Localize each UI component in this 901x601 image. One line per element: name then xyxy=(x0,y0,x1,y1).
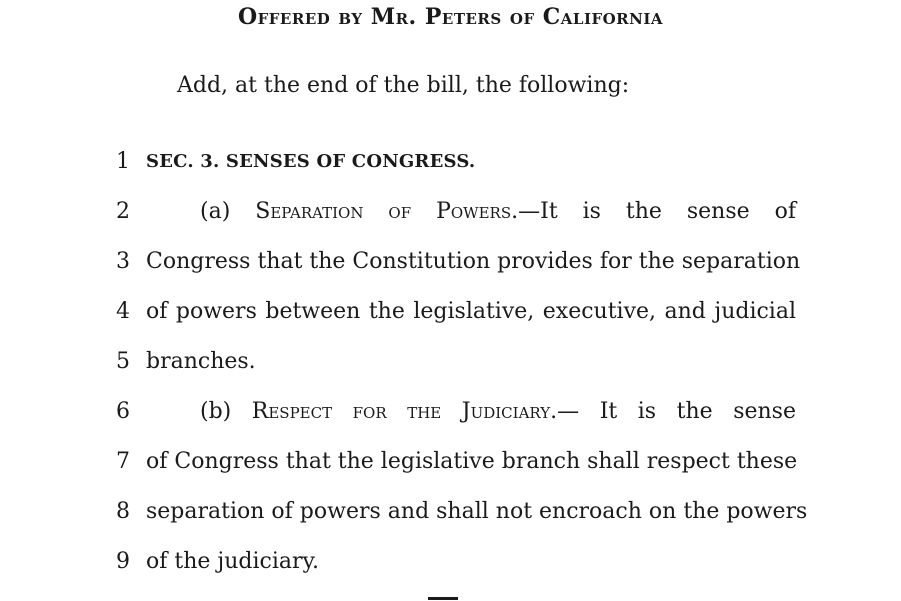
line-number: 9 xyxy=(116,549,130,574)
line-1 xyxy=(0,142,901,192)
line-text: of the judiciary. xyxy=(146,549,320,574)
intro-text: Add, at the end of the bill, the following: xyxy=(177,73,630,98)
end-rule xyxy=(428,597,458,600)
line-number: 8 xyxy=(116,499,130,524)
line-text: branches. xyxy=(146,349,256,374)
line-number: 6 xyxy=(116,399,130,424)
subsection-caption: Respect for the Judiciary. xyxy=(251,399,558,424)
line-9 xyxy=(0,542,901,592)
line-number: 3 xyxy=(116,249,130,274)
line-text: of powers between the legislative, executive, and judicial xyxy=(146,299,796,324)
line-number: 4 xyxy=(116,299,130,324)
line-text xyxy=(200,392,796,432)
line-8 xyxy=(0,492,901,542)
line-number: 2 xyxy=(116,199,130,224)
line-text: separation of powers and shall not encroach on the powers xyxy=(146,499,808,524)
subsection-marker: (b) xyxy=(200,399,232,424)
line-content: — It is the sense xyxy=(557,399,796,424)
line-text: Congress that the Constitution provides for the separation xyxy=(146,249,801,274)
line-7 xyxy=(0,442,901,492)
bill-text xyxy=(0,142,901,592)
line-text: of Congress that the legislative branch shall respect these xyxy=(146,449,798,474)
line-5 xyxy=(0,342,901,392)
section-heading: SEC. 3. SENSES OF CONGRESS. xyxy=(146,151,476,172)
line-3 xyxy=(0,242,901,292)
subsection-marker: (a) xyxy=(200,199,231,224)
line-number: 1 xyxy=(116,149,130,174)
line-text xyxy=(200,192,796,232)
line-2 xyxy=(0,192,901,242)
line-content: —It is the sense of xyxy=(518,199,796,224)
line-number: 5 xyxy=(116,349,130,374)
subsection-caption: Separation of Powers. xyxy=(255,199,519,224)
amendment-heading: Offered by Mr. Peters of California xyxy=(237,4,664,30)
line-4 xyxy=(0,292,901,342)
line-6 xyxy=(0,392,901,442)
line-number: 7 xyxy=(116,449,130,474)
